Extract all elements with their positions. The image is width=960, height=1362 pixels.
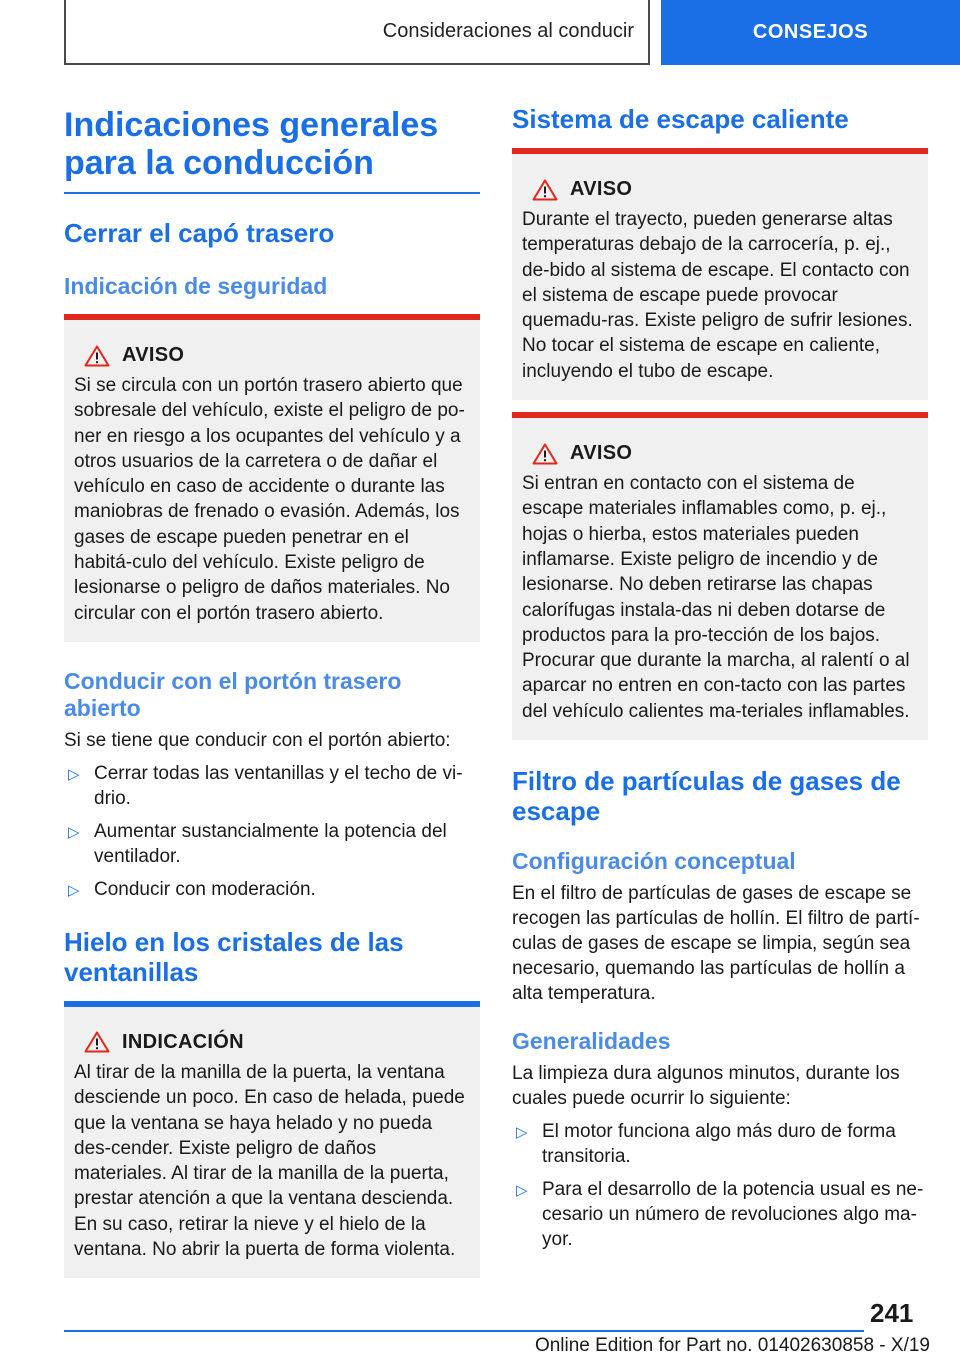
heading-indicacion-seguridad: Indicación de seguridad (64, 273, 328, 299)
notice-text: Si se circula con un portón trasero abierto que sobresale del vehículo, existe el peligro de po-ner en riesgo a los ocupantes del vehículo y a otros usuarios de la carretera o de dañar el vehículo en caso de accidente o durante las maniobras de frenado o evasión. Además, los gases de escape pueden penetrar en el habitá-culo del vehículo. Existe peligro de lesionarse o peligro de daños materiales. No circular con el portón trasero abierto. (74, 375, 465, 624)
heading-configuracion-conceptual: Configuración conceptual (512, 848, 796, 875)
triangle-bullet-icon: ▷ (516, 1182, 528, 1200)
triangle-bullet-icon: ▷ (516, 1124, 528, 1142)
triangle-bullet-icon: ▷ (68, 765, 80, 783)
heading-conducir-porton-abierto: Conducir con el portón trasero abierto (64, 667, 402, 721)
bullet-list (64, 761, 480, 903)
notice-title: AVISO (122, 344, 185, 366)
warning-notice-inflamables (512, 412, 928, 740)
list-item: ▷ Aumentar sustancialmente la potencia del ventilador. (64, 819, 480, 869)
warning-notice-porton (64, 314, 480, 642)
warning-notice-escape (512, 148, 928, 400)
heading-cerrar-capo: Cerrar el capó trasero (64, 218, 335, 248)
heading-generalidades: Generalidades (512, 1028, 671, 1055)
heading-hielo-cristales: Hielo en los cristales de las ventanillas (64, 926, 404, 987)
page-title: Indicaciones generales para la conducción (64, 106, 480, 194)
notice-text: Si entran en contacto con el sistema de escape materiales inflamables como, p. ej., hojas o hierba, estos materiales pueden inflamarse. Existe peligro de incendio y de lesionarse. No deben retirarse las chapas calorífugas instala-das ni deben dotarse de productos para la pro-tección de los bajos. Procurar que durante la marcha, al ralentí o al aparcar no entren en con-tacto con las partes del vehículo calientes ma-teriales inflamables. (522, 473, 910, 722)
bullet-list (512, 1119, 928, 1252)
warning-triangle-icon (84, 345, 110, 367)
list-item: ▷ Cerrar todas las ventanillas y el techo de vi-drio. (64, 761, 480, 811)
header-section-box (64, 0, 650, 65)
footer-edition: Online Edition for Part no. 01402630858 - X/19 (534, 1335, 930, 1356)
page-number: 241 (870, 1298, 914, 1328)
general-text: La limpieza dura algunos minutos, durante los cuales puede ocurrir lo siguiente: (512, 1063, 900, 1110)
heading-filtro-particulas: Filtro de partículas de gases de escape (512, 766, 901, 827)
triangle-bullet-icon: ▷ (68, 881, 80, 899)
warning-triangle-icon (532, 179, 558, 201)
notice-title: AVISO (570, 178, 633, 200)
notice-header (74, 1031, 470, 1054)
header-section-title: Consideraciones al conducir (382, 20, 634, 42)
warning-triangle-icon (532, 443, 558, 465)
list-item: ▷ Conducir con moderación. (64, 877, 480, 903)
warning-triangle-icon (84, 1031, 110, 1053)
right-column (512, 100, 928, 1252)
notice-text: Durante el trayecto, pueden generarse altas temperaturas debajo de la carrocería, p. ej., de-bido al sistema de escape. El contacto con el sistema de escape puede provocar quemadu-ras. Existe peligro de sufrir lesiones. No tocar el sistema de escape en caliente, incluyendo el tubo de escape. (522, 209, 913, 382)
page-header (0, 0, 960, 66)
list-item: ▷ El motor funciona algo más duro de forma transitoria. (512, 1119, 928, 1169)
list-item: ▷ Para el desarrollo de la potencia usual es ne-cesario un número de revoluciones algo ma-yor. (512, 1177, 928, 1252)
footer-divider (64, 1330, 864, 1332)
indication-notice-hielo (64, 1001, 480, 1278)
notice-title: AVISO (570, 442, 633, 465)
notice-header (522, 442, 918, 465)
left-column (64, 100, 480, 1278)
triangle-bullet-icon: ▷ (68, 823, 80, 841)
notice-header (74, 344, 470, 367)
notice-text: Al tirar de la manilla de la puerta, la ventana desciende un poco. En caso de helada, puede que la ventana se haya helado y no pueda des-cender. Existe peligro de daños materiales. Al tirar de la manilla de la puerta, prestar atención a que la ventana descienda. En su caso, retirar la nieve y el hielo de la ventana. No abrir la puerta de forma violenta. (74, 1061, 465, 1261)
header-chapter-tab: CONSEJOS (661, 0, 960, 65)
notice-title: INDICACIÓN (122, 1030, 244, 1053)
config-text: En el filtro de partículas de gases de escape se recogen las partículas de hollín. El filtro de partí-culas de gases de escape se limpia, según sea necesario, quemando las partículas de hollín a alta temperatura. (512, 883, 920, 1005)
notice-header (522, 178, 918, 201)
heading-sistema-escape: Sistema de escape caliente (512, 104, 849, 134)
intro-text: Si se tiene que conducir con el portón abierto: (64, 729, 451, 751)
